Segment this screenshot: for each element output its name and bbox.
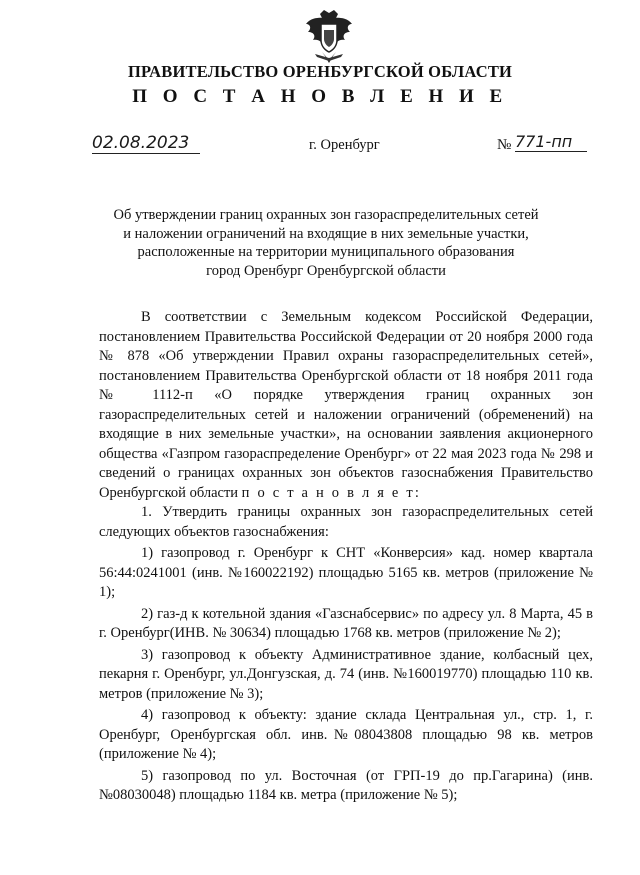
preamble-text: В соответствии с Земельным кодексом Российской Федерации, постановлением Правительства Российской Федерации от 20 ноября 2000 года № 878 «Об утверждении Правил охраны газораспределительных сетей», постановлением Правительства Оренбургской области от 18 ноября 2011 года № 1112-п «О порядке утверждения границ охранных зон газораспределительных сетей и наложении ограничений (обременений) на входящие в них земельные участки», на основании заявления акционерного общества «Газпром газораспределение Оренбург» от 22 мая 2023 года № 298 и сведений о границах охранных зон объектов газоснабжения Правительство Оренбургской области xyxy=(99,309,593,501)
number-sign: № xyxy=(497,137,512,153)
list-item: 1) газопровод г. Оренбург к СНТ «Конверсия» кад. номер квартала 56:44:0241001 (инв. №160022192) площадью 5165 кв. метров (приложение № 1); xyxy=(99,545,593,600)
document-city: г. Оренбург xyxy=(309,137,380,153)
title-line: город Оренбург Оренбургской области xyxy=(206,262,446,279)
preamble-paragraph xyxy=(99,308,593,503)
document-type: П О С Т А Н О В Л Е Н И Е xyxy=(132,86,508,107)
document-title xyxy=(70,206,582,280)
point-1-paragraph: 1. Утвердить границы охранных зон газораспределительных сетей следующих объектов газоснабжения: xyxy=(99,504,593,540)
decree-word: п о с т а н о в л я е т: xyxy=(241,484,422,501)
organization-name: ПРАВИТЕЛЬСТВО ОРЕНБУРГСКОЙ ОБЛАСТИ xyxy=(127,62,513,81)
document-body xyxy=(99,308,593,806)
title-line: и наложении ограничений на входящие в них земельные участки, xyxy=(123,225,529,242)
list-item: 5) газопровод по ул. Восточная (от ГРП-19 до пр.Гагарина) (инв. №08030048) площадью 1184 кв. метра (приложение № 5); xyxy=(99,767,593,803)
list-item: 2) газ-д к котельной здания «Газснабсервис» по адресу ул. 8 Марта, 45 в г. Оренбург(ИНВ. № 30634) площадью 1768 кв. метров (приложение № 2); xyxy=(99,605,593,641)
title-line: расположенные на территории муниципального образования xyxy=(137,244,515,260)
title-line: Об утверждении границ охранных зон газораспределительных сетей xyxy=(113,207,539,223)
coat-of-arms-icon xyxy=(300,8,358,66)
number-value: 771-пп xyxy=(515,132,587,152)
list-item: 3) газопровод к объекту Административное здание, колбасный цех, пекарня г. Оренбург, ул.Донгузская, д. 74 (инв. №160019770) площадью 110 кв. метров (приложение № 3); xyxy=(99,646,593,702)
list-item: 4) газопровод к объекту: здание склада Центральная ул., стр. 1, г. Оренбург, Оренбургская обл. инв.№08043808 площадью 98 кв. метров (приложение № 4); xyxy=(99,707,593,762)
document-date: 02.08.2023 xyxy=(92,133,200,154)
